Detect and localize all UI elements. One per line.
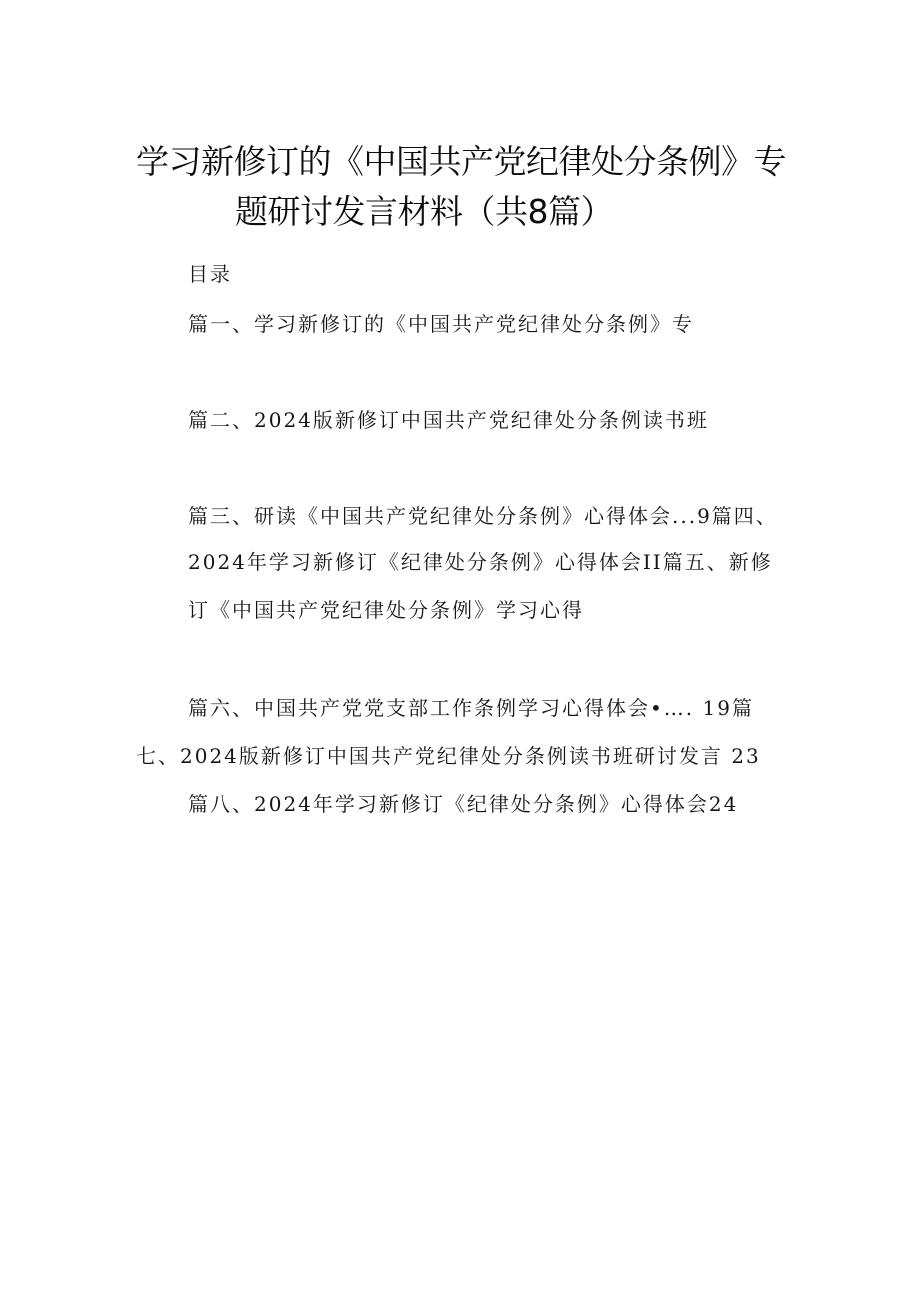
toc-entry-6[interactable]: 篇六、中国共产党党支部工作条例学习心得体会•…. 19篇 [188,696,754,720]
toc-heading: 目录 [188,262,232,286]
toc-entry-8[interactable]: 篇八、2024年学习新修订《纪律处分条例》心得体会24 [188,792,739,816]
toc-entry-3-4[interactable]: 篇三、研读《中国共产党纪律处分条例》心得体会...9篇四、 [188,504,778,528]
toc-entry-1[interactable]: 篇一、学习新修订的《中国共产党纪律处分条例》专 [188,312,694,336]
toc-entry-2[interactable]: 篇二、2024版新修订中国共产党纪律处分条例读书班 [188,408,709,432]
toc-entry-5-cont[interactable]: 订《中国共产党纪律处分条例》学习心得 [188,598,584,622]
toc-entry-4-5[interactable]: 2024年学习新修订《纪律处分条例》心得体会II篇五、新修 [188,550,773,574]
toc-entry-7[interactable]: 七、2024版新修订中国共产党纪律处分条例读书班研讨发言 23 [136,744,761,768]
document-title-line-2: 题研讨发言材料（共8篇） [235,192,613,231]
document-title-line-1: 学习新修订的《中国共产党纪律处分条例》专 [136,142,786,181]
